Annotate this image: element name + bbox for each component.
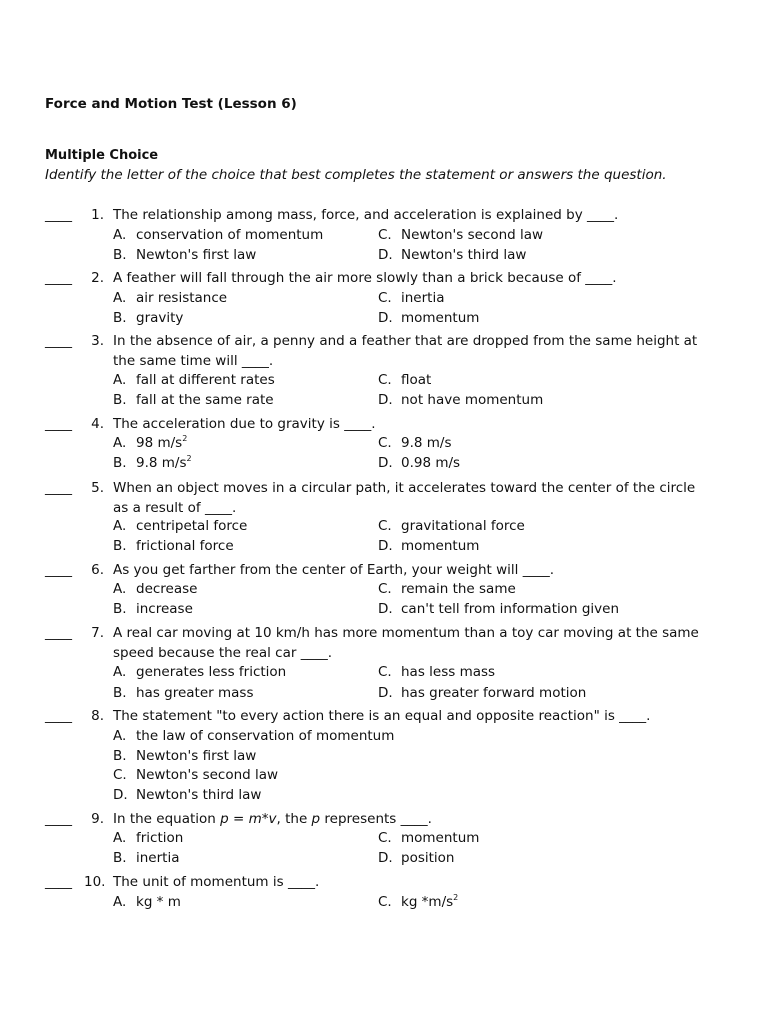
option-text: Newton's second law [136, 767, 279, 783]
option-letter: B. [113, 455, 127, 471]
option-a [113, 664, 286, 680]
option-letter: A. [113, 728, 127, 744]
answer-blank[interactable]: ____ [45, 270, 72, 286]
question-stem: When an object moves in a circular path, it accelerates toward the center of the circle as a result of ____. [113, 480, 696, 516]
option-text: can't tell from information given [401, 601, 620, 617]
option-text: fall at different rates [136, 372, 275, 388]
variable-p: p [220, 811, 229, 827]
option-letter: D. [378, 455, 393, 471]
option-text: Newton's third law [401, 247, 527, 263]
question-stem: The acceleration due to gravity is ____. [113, 416, 376, 432]
option-text: momentum [401, 310, 480, 326]
option-letter: C. [378, 664, 392, 680]
page-title: Force and Motion Test (Lesson 6) [45, 96, 297, 112]
question-number: 1. [91, 207, 104, 223]
option-letter: D. [378, 538, 393, 554]
instructions: Identify the letter of the choice that best completes the statement or answers the question. [45, 167, 667, 183]
question-stem: A real car moving at 10 km/h has more momentum than a toy car moving at the same speed because the real car ____. [113, 625, 699, 661]
option-letter: D. [378, 310, 393, 326]
option-text: increase [136, 601, 193, 617]
option-b [113, 601, 193, 617]
option-letter: A. [113, 664, 127, 680]
superscript: 2 [182, 434, 188, 443]
option-letter: D. [113, 787, 128, 803]
option-text: fall at the same rate [136, 392, 274, 408]
question-stem [113, 810, 713, 830]
answer-blank[interactable]: ____ [45, 562, 72, 578]
option-letter: A. [113, 894, 127, 910]
answer-blank[interactable]: ____ [45, 480, 72, 496]
answer-blank[interactable]: ____ [45, 416, 72, 432]
option-text: 0.98 m/s [401, 455, 461, 471]
option-c [378, 290, 444, 306]
option-letter: C. [378, 290, 392, 306]
option-text: decrease [136, 581, 198, 597]
answer-blank[interactable]: ____ [45, 625, 72, 641]
option-text: float [401, 372, 432, 388]
option-letter: C. [378, 518, 392, 534]
question-number: 6. [91, 562, 104, 578]
option-c [378, 664, 495, 680]
option-c [378, 830, 479, 846]
option-text: Newton's second law [401, 227, 544, 243]
answer-blank[interactable]: ____ [45, 811, 72, 827]
option-d [378, 455, 460, 471]
question-number: 5. [91, 480, 104, 496]
option-b [113, 850, 179, 866]
option-b [113, 310, 183, 326]
variable-p: p [311, 811, 321, 827]
option-d [378, 392, 543, 408]
option-b [113, 748, 256, 764]
question-stem: A feather will fall through the air more slowly than a brick because of ____. [113, 270, 617, 286]
option-text: has less mass [401, 664, 496, 680]
option-text: position [401, 850, 455, 866]
option-letter: B. [113, 850, 127, 866]
option-text: remain the same [401, 581, 516, 597]
option-text: momentum [401, 538, 480, 554]
option-text: the law of conservation of momentum [136, 728, 395, 744]
option-text: 9.8 m/s [401, 435, 452, 451]
option-letter: B. [113, 310, 127, 326]
option-letter: C. [378, 435, 392, 451]
option-letter: D. [378, 601, 393, 617]
option-d [378, 685, 586, 701]
question-stem: The unit of momentum is ____. [113, 874, 320, 890]
option-text: has greater forward motion [401, 685, 587, 701]
question-number: 4. [91, 416, 104, 432]
option-text: Newton's first law [136, 748, 257, 764]
option-text: gravity [136, 310, 184, 326]
option-text: generates less friction [136, 664, 287, 680]
question-number: 9. [91, 811, 104, 827]
option-c [378, 372, 431, 388]
option-c [378, 435, 452, 451]
option-a [113, 518, 247, 534]
option-d [113, 787, 261, 803]
option-text: not have momentum [401, 392, 544, 408]
option-text: conservation of momentum [136, 227, 324, 243]
question-stem: As you get farther from the center of Earth, your weight will ____. [113, 562, 554, 578]
question-number: 10. [84, 874, 106, 890]
option-text: momentum [401, 830, 480, 846]
option-b [113, 538, 234, 554]
option-letter: C. [378, 830, 392, 846]
option-letter: A. [113, 581, 127, 597]
option-d [378, 538, 479, 554]
option-a [113, 290, 227, 306]
superscript: 2 [453, 893, 459, 902]
option-letter: A. [113, 372, 127, 388]
question-number: 3. [91, 333, 104, 349]
option-text: inertia [136, 850, 180, 866]
section-heading: Multiple Choice [45, 148, 159, 163]
option-text: 98 m/s [136, 435, 183, 451]
option-b [113, 392, 274, 408]
question-number: 8. [91, 708, 104, 724]
option-letter: B. [113, 538, 127, 554]
option-a [113, 894, 181, 910]
option-letter: C. [113, 767, 127, 783]
stem-text: represents ____. [320, 811, 432, 827]
option-text: air resistance [136, 290, 228, 306]
option-letter: B. [113, 748, 127, 764]
option-a [113, 728, 394, 744]
option-text: frictional force [136, 538, 234, 554]
option-letter: C. [378, 227, 392, 243]
answer-blank[interactable]: ____ [45, 207, 72, 223]
stem-text: In the equation [113, 811, 221, 827]
option-d [378, 601, 619, 617]
option-letter: D. [378, 850, 393, 866]
option-text: Newton's first law [136, 247, 257, 263]
question-number: 2. [91, 270, 104, 286]
question-number: 7. [91, 625, 104, 641]
option-text: inertia [401, 290, 445, 306]
option-text: gravitational force [401, 518, 525, 534]
option-letter: A. [113, 227, 127, 243]
option-d [378, 310, 479, 326]
option-letter: A. [113, 435, 127, 451]
option-a [113, 435, 187, 451]
stem-text: , the [276, 811, 312, 827]
option-a [113, 581, 197, 597]
option-a [113, 227, 323, 243]
option-letter: C. [378, 581, 392, 597]
option-text: has greater mass [136, 685, 254, 701]
option-c [378, 518, 525, 534]
superscript: 2 [186, 454, 192, 463]
option-letter: B. [113, 392, 127, 408]
option-b [113, 455, 192, 471]
stem-text: = [228, 811, 249, 827]
answer-blank[interactable]: ____ [45, 874, 72, 890]
option-text: kg *m/s [401, 894, 454, 910]
option-letter: C. [378, 894, 392, 910]
option-letter: A. [113, 518, 127, 534]
option-c [378, 227, 543, 243]
answer-blank[interactable]: ____ [45, 333, 72, 349]
option-text: kg * m [136, 894, 181, 910]
answer-blank[interactable]: ____ [45, 708, 72, 724]
option-letter: B. [113, 247, 127, 263]
option-text: centripetal force [136, 518, 248, 534]
option-b [113, 247, 256, 263]
option-letter: B. [113, 601, 127, 617]
option-text: friction [136, 830, 184, 846]
option-letter: A. [113, 830, 127, 846]
option-text: Newton's third law [136, 787, 262, 803]
question-stem: The relationship among mass, force, and acceleration is explained by ____. [113, 207, 619, 223]
variable-mv: m*v [248, 811, 277, 827]
option-c [378, 894, 458, 910]
option-letter: D. [378, 247, 393, 263]
option-a [113, 830, 183, 846]
option-letter: D. [378, 392, 393, 408]
option-b [113, 685, 254, 701]
option-text: 9.8 m/s [136, 455, 187, 471]
option-letter: B. [113, 685, 127, 701]
question-stem: In the absence of air, a penny and a feather that are dropped from the same height at the same time will ____. [113, 333, 698, 369]
option-c [378, 581, 516, 597]
option-c [113, 767, 278, 783]
option-d [378, 850, 454, 866]
option-d [378, 247, 526, 263]
option-letter: C. [378, 372, 392, 388]
question-stem: The statement "to every action there is an equal and opposite reaction" is ____. [113, 708, 651, 724]
option-a [113, 372, 275, 388]
option-letter: D. [378, 685, 393, 701]
option-letter: A. [113, 290, 127, 306]
